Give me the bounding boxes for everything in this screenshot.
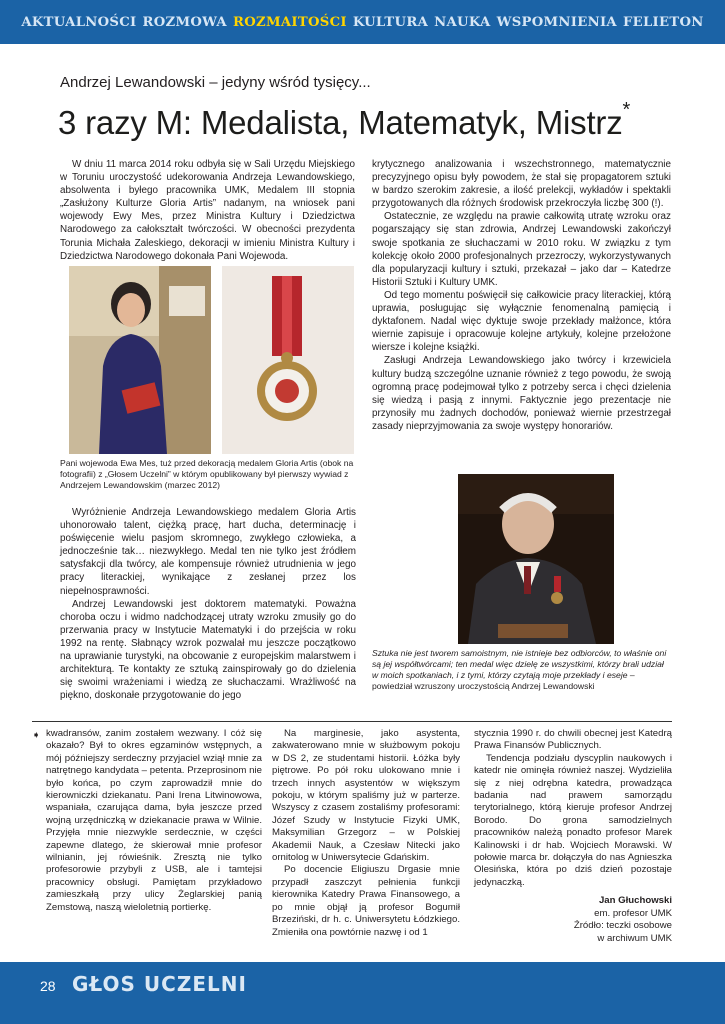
paragraph: kwadransów, zanim zostałem wezwany. I cóż się okazało? Był to okres egzaminów wstępnych, a mój późniejszy serdeczny przyjaciel wziął mnie za natrętnego kandydata – petenta. Przeprosinom nie było końca, po czym zaprowadził mnie do kierowniczki dziekanatu. Pani Irena Litwinowowa, wspaniała, czarująca dama, była jeszcze przed wojną urzędniczką w dziekanacie prawa w Wilnie. Przyjęła mnie niezwykle serdecznie, w części zapewne dlatego, że skierował mnie profesor wilnianin, jej rówieśnik. Zresztą nie tylko profesorowie przybyli z USB, ale i tamtejsi pracownicy obsługi. Pamiętam przykładowo zamieszkałą przy ulicy Żeglarskiej panią Zemstową, naszą wieloletnią portierkę.	[46, 728, 262, 913]
paragraph: Zasługi Andrzeja Lewandowskiego jako twórcy i krzewiciela kultury budzą szczególne uznanie również z tego powodu, że swoją ogromną pracę podejmował tylko z potrzeby serca i chęci dzielenia się wiedzą i pasją z innymi. Faktycznie jego prezentacje nie przynosiły mu żadnych dochodów, ponieważ wiernie przestrzegał zasady nieprzyjmowania za swoje występy honorariów.	[372, 355, 671, 432]
photo-caption-2: Sztuka nie jest tworem samoistnym, nie istnieje bez odbiorców, to właśnie oni są jej współtwórcami; ten medal więc dzielę ze wszystkimi, którzy brali udział w moich spotkaniach, i z tymi, którzy czytają moje przekłady i eseje – powiedział wzruszony uroczystością Andrzej Lewandowski	[372, 648, 667, 691]
paragraph: stycznia 1990 r. do chwili obecnej jest Katedrą Prawa Finansów Publicznych.	[474, 728, 672, 752]
source-line-2: w archiwum UMK	[597, 932, 672, 944]
nav-item-felieton[interactable]: FELIETON	[622, 14, 704, 30]
nav-item-nauka[interactable]: NAUKA	[434, 14, 491, 30]
nav-item-kultura[interactable]: KULTURA	[352, 14, 429, 30]
column-2-top	[372, 158, 671, 433]
page-number: 28	[40, 978, 56, 994]
footnote-column-1	[46, 728, 262, 914]
magazine-logo: GŁOS UCZELNI	[72, 972, 247, 996]
page-footer	[0, 962, 725, 1024]
paragraph: Na marginesie, jako asystenta, zakwaterowano mnie w służbowym pokoju w DS 2, ze studentami historii. Łóżka były piętrowe. Po pół roku ulokowano mnie i trzech innych asystentów w większym pokoju, w którym spaliśmy już w parterze. Wszyscy z czasem zostaliśmy profesorami: Józef Szudy w Instytucie Fizyki UMK, Maksymilian Grzegorz – w Polskiej Akademii Nauk, a Czesław Nitecki jako ornitolog w Uniwersytecie Gdańskim.	[272, 728, 460, 864]
article-kicker: Andrzej Lewandowski – jedyny wśród tysięcy...	[60, 74, 371, 91]
section-divider	[32, 721, 672, 722]
signature-block	[474, 895, 672, 945]
article-title: 3 razy M: Medalista, Matematyk, Mistrz*	[58, 99, 631, 141]
source-line-1: Źródło: teczki osobowe	[573, 920, 672, 932]
paragraph: Wyróżnienie Andrzeja Lewandowskiego medalem Gloria Artis uhonorowało talent, ciężką pracę, hart ducha, determinację i poświęcenie wielu pasjom skromnego, zwykłego człowieka, a jednocześnie tak… niezwykłego. Medal ten nie tylko jest źródłem satysfakcji dla twórcy, ale kompensuje również utrudnienia w jego pracy literackiej, wynikające z zesłanej przez los niepełnosprawności.	[60, 507, 356, 597]
paragraph: Od tego momentu poświęcił się całkowicie pracy literackiej, którą uprawia, posługując się wyłącznie fenomenalną pamięcią i dyktafonem. Nadal więc dyktuje swoje przekłady małżonce, która wiernie zapisuje i opracowuje kolejne artykuły, kolejne przełożone wiersze i kolejne książki.	[372, 289, 671, 354]
paragraph: Po docencie Eligiuszu Drgasie mnie przypadł zaszczyt pełnienia funkcji kierownika Katedry Prawa Finansowego, a po mnie objął ją profesor Bogumił Brzeziński, dr h. c. Uniwersytetu Łódzkiego. Zmieniła ona powtórnie nazwę i od 1	[272, 864, 460, 938]
column-1-bottom	[60, 506, 356, 702]
photo-andrzej-lewandowski	[458, 474, 614, 644]
section-nav	[0, 0, 725, 44]
paragraph: Tendencja podziału dyscyplin naukowych i katedr nie ominęła również naszej. Wydzieliła się z niej odrębna katedra, prowadząca badania nad prawem samorządu terytorialnego, którą kieruje profesor Andrzej Borodo. Do grona samodzielnych pracowników należą ponadto profesor Marek Kalinowski i dr hab. Wojciech Morawski. W połowie marca br. dołączyła do nas Agnieszka Olesińska, która po dziś dzień pozostaje jedynaczką.	[474, 752, 672, 888]
continuation-arrow-icon: ➧	[32, 730, 41, 741]
photo-wojewoda	[69, 266, 211, 454]
photo-medal-gloria-artis	[222, 266, 354, 454]
photo-caption-1: Pani wojewoda Ewa Mes, tuż przed dekoracją medalem Gloria Artis (obok na fotografii) z „Głosem Uczelni” w którym opublikowany był pierwszy wywiad z Andrzejem Lewandowskim (marzec 2012)	[60, 458, 354, 490]
section-nav-bar	[0, 0, 725, 44]
nav-item-rozmowa[interactable]: ROZMOWA	[142, 14, 227, 30]
nav-item-rozmaitości[interactable]: ROZMAITOŚCI	[232, 14, 347, 30]
column-1-top	[60, 158, 355, 263]
nav-item-wspomnienia[interactable]: WSPOMNIENIA	[496, 14, 617, 30]
paragraph: krytycznego analizowania i wszechstronnego, matematycznie precyzyjnego opisu były powodem, że stał się propagatorem sztuki w bardzo szerokim zakresie, a ilość prelekcji, wykładów i spektakli przygotowanych dla różnych środowisk przekroczyła liczbę 300 (!).	[372, 159, 671, 210]
author-name: Jan Głuchowski	[598, 895, 672, 907]
paragraph: Andrzej Lewandowski jest doktorem matematyki. Poważna choroba oczu i widmo nadchodzącej utraty wzroku zmusiły go do przerwania pracy w Instytucie Matematyki i do przejścia w roku 1992 na rentę. Słabnący wzrok pozwalał mu jeszcze początkowo na uprawianie turystyki, na obcowanie z europejskim malarstwem i architekturą. Te kontakty ze sztuką zainspirowały go do dzielenia się swoimi wrażeniami i wiedzą ze słuchaczami. Wrażliwość na piękno, doskonałe przygotowanie do jego	[60, 598, 356, 702]
paragraph: W dniu 11 marca 2014 roku odbyła się w Sali Urzędu Miejskiego w Toruniu uroczystość udekorowania Andrzeja Lewandowskiego, absolwenta i byłego pracownika UMK, Medalem III stopnia „Zasłużony Kulturze Gloria Artis” nadanym, na wniosek pani wojewody Ewy Mes, przez Ministra Kultury i Dziedzictwa Narodowego za całokształt twórczości. W obecności prezydenta Torunia Michała Zaleskiego, dekoracji w imieniu Ministra Kultury i Dziedzictwa Narodowego dokonała Pani Wojewoda.	[60, 159, 355, 262]
author-role: em. profesor UMK	[594, 907, 672, 919]
nav-item-aktualności[interactable]: AKTUALNOŚCI	[21, 14, 137, 30]
footnote-mark: *	[622, 99, 631, 121]
paragraph: Ostatecznie, ze względu na prawie całkowitą utratę wzroku oraz pogarszający się stan zdrowia, Andrzej Lewandowski zakończył swoje spotkania ze słuchaczami w 2010 roku. W związku z tym kolekcję około 2000 profesjonalnych przezroczy, wykorzystywanych dla popularyzacji kultury i sztuki, przekazał – jako dar – Katedrze Historii Sztuki i Kultury UMK.	[372, 211, 671, 288]
footnote-column-3	[474, 728, 672, 945]
footnote-column-2	[272, 728, 460, 939]
